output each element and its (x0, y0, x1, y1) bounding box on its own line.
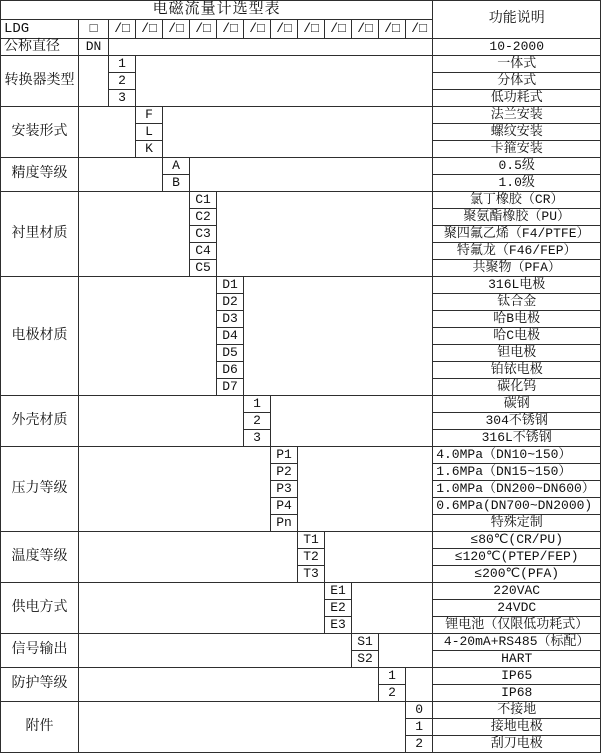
option-code: E3 (325, 617, 352, 634)
option-code: T2 (298, 549, 325, 566)
category-label: 衬里材质 (1, 192, 79, 277)
function-description: 不接地 (433, 702, 601, 719)
option-code: D4 (217, 328, 244, 345)
model-slot-box: /□ (298, 20, 325, 39)
option-code: D7 (217, 379, 244, 396)
function-description: 铂铱电极 (433, 362, 601, 379)
function-description: 分体式 (433, 73, 601, 90)
empty-cell (79, 447, 271, 532)
option-code: C5 (190, 260, 217, 277)
function-description: 220VAC (433, 583, 601, 600)
option-code: 1 (406, 719, 433, 736)
empty-cell (79, 277, 217, 396)
function-description: 1.0MPa（DN200~DN600） (433, 481, 601, 498)
option-code: 3 (109, 90, 136, 107)
model-slot-box: /□ (217, 20, 244, 39)
category-label: 电极材质 (1, 277, 79, 396)
function-description: 钛合金 (433, 294, 601, 311)
empty-cell (79, 56, 109, 107)
function-description: 304不锈钢 (433, 413, 601, 430)
option-code: 2 (244, 413, 271, 430)
model-base-box: □ (79, 20, 109, 39)
function-description: 螺纹安装 (433, 124, 601, 141)
category-label: 防护等级 (1, 668, 79, 702)
option-code: D3 (217, 311, 244, 328)
model-slot-box: /□ (271, 20, 298, 39)
category-label: 精度等级 (1, 158, 79, 192)
category-label: 转换器类型 (1, 56, 79, 107)
option-code: A (163, 158, 190, 175)
category-label: 附件 (1, 702, 79, 753)
empty-cell (163, 107, 433, 158)
function-description: 哈B电极 (433, 311, 601, 328)
option-code: E2 (325, 600, 352, 617)
function-description: IP65 (433, 668, 601, 685)
function-description: 聚氨酯橡胶（PU） (433, 209, 601, 226)
option-code: P2 (271, 464, 298, 481)
empty-cell (79, 396, 244, 447)
function-description: 0.5级 (433, 158, 601, 175)
function-description: 低功耗式 (433, 90, 601, 107)
option-code: K (136, 141, 163, 158)
empty-cell (79, 107, 136, 158)
function-description: 10-2000 (433, 39, 601, 56)
category-label: 外壳材质 (1, 396, 79, 447)
option-code: L (136, 124, 163, 141)
option-code: D2 (217, 294, 244, 311)
function-description: 24VDC (433, 600, 601, 617)
category-label: 信号输出 (1, 634, 79, 668)
function-description: 0.6MPa(DN700~DN2000) (433, 498, 601, 515)
function-description: 氯丁橡胶（CR） (433, 192, 601, 209)
option-code: 2 (379, 685, 406, 702)
empty-cell (79, 532, 298, 583)
option-code: Pn (271, 515, 298, 532)
option-code: E1 (325, 583, 352, 600)
category-label: 温度等级 (1, 532, 79, 583)
empty-cell (325, 532, 433, 583)
model-prefix: LDG (1, 20, 79, 39)
empty-cell (79, 668, 379, 702)
option-code: 2 (406, 736, 433, 753)
function-column-header: 功能说明 (433, 1, 601, 39)
option-code: F (136, 107, 163, 124)
function-description: ≤80℃(CR/PU) (433, 532, 601, 549)
model-slot-box: /□ (244, 20, 271, 39)
function-description: 卡箍安装 (433, 141, 601, 158)
option-code: T1 (298, 532, 325, 549)
function-description: 接地电极 (433, 719, 601, 736)
category-label: 压力等级 (1, 447, 79, 532)
option-code: P4 (271, 498, 298, 515)
function-description: 碳化钨 (433, 379, 601, 396)
function-description: 法兰安装 (433, 107, 601, 124)
option-code: C4 (190, 243, 217, 260)
function-description: 特氟龙（F46/FEP） (433, 243, 601, 260)
option-code: D1 (217, 277, 244, 294)
option-code: P3 (271, 481, 298, 498)
function-description: 锂电池（仅限低功耗式） (433, 617, 601, 634)
function-description: ≤200℃(PFA) (433, 566, 601, 583)
option-code: D6 (217, 362, 244, 379)
function-description: ≤120℃(PTEP/FEP) (433, 549, 601, 566)
function-description: 316L电极 (433, 277, 601, 294)
model-slot-box: /□ (352, 20, 379, 39)
table-title: 电磁流量计选型表 (1, 1, 433, 20)
empty-cell (79, 702, 406, 753)
function-description: 钽电极 (433, 345, 601, 362)
model-slot-box: /□ (163, 20, 190, 39)
option-code: 1 (109, 56, 136, 73)
empty-cell (298, 447, 433, 532)
empty-cell (79, 192, 190, 277)
empty-cell (190, 158, 433, 192)
empty-cell (379, 634, 433, 668)
empty-cell (406, 668, 433, 702)
model-slot-box: /□ (379, 20, 406, 39)
model-slot-box: /□ (325, 20, 352, 39)
option-code: P1 (271, 447, 298, 464)
function-description: 4-20mA+RS485（标配） (433, 634, 601, 651)
option-code: 1 (379, 668, 406, 685)
option-code: T3 (298, 566, 325, 583)
option-code: 3 (244, 430, 271, 447)
function-description: 316L不锈钢 (433, 430, 601, 447)
empty-cell (271, 396, 433, 447)
function-description: 共聚物（PFA） (433, 260, 601, 277)
empty-cell (79, 583, 325, 634)
option-code: C3 (190, 226, 217, 243)
function-description: 1.0级 (433, 175, 601, 192)
function-description: 聚四氟乙烯（F4/PTFE） (433, 226, 601, 243)
option-code: DN (79, 39, 109, 56)
function-description: 哈C电极 (433, 328, 601, 345)
empty-cell (244, 277, 433, 396)
function-description: HART (433, 651, 601, 668)
function-description: 刮刀电极 (433, 736, 601, 753)
function-description: 4.0MPa（DN10~150） (433, 447, 601, 464)
function-description: 1.6MPa（DN15~150） (433, 464, 601, 481)
model-slot-box: /□ (136, 20, 163, 39)
empty-cell (352, 583, 433, 634)
category-label: 供电方式 (1, 583, 79, 634)
option-code: 2 (109, 73, 136, 90)
empty-cell (109, 39, 433, 56)
option-code: 0 (406, 702, 433, 719)
function-description: 一体式 (433, 56, 601, 73)
model-slot-box: /□ (406, 20, 433, 39)
model-slot-box: /□ (190, 20, 217, 39)
function-description: 碳钢 (433, 396, 601, 413)
empty-cell (79, 158, 163, 192)
option-code: B (163, 175, 190, 192)
category-label: 安装形式 (1, 107, 79, 158)
option-code: D5 (217, 345, 244, 362)
option-code: 1 (244, 396, 271, 413)
model-slot-box: /□ (109, 20, 136, 39)
empty-cell (217, 192, 433, 277)
option-code: C1 (190, 192, 217, 209)
empty-cell (136, 56, 433, 107)
option-code: C2 (190, 209, 217, 226)
function-description: 特殊定制 (433, 515, 601, 532)
option-code: S2 (352, 651, 379, 668)
empty-cell (79, 634, 352, 668)
option-code: S1 (352, 634, 379, 651)
function-description: IP68 (433, 685, 601, 702)
category-label: 公称直径 (1, 39, 79, 56)
